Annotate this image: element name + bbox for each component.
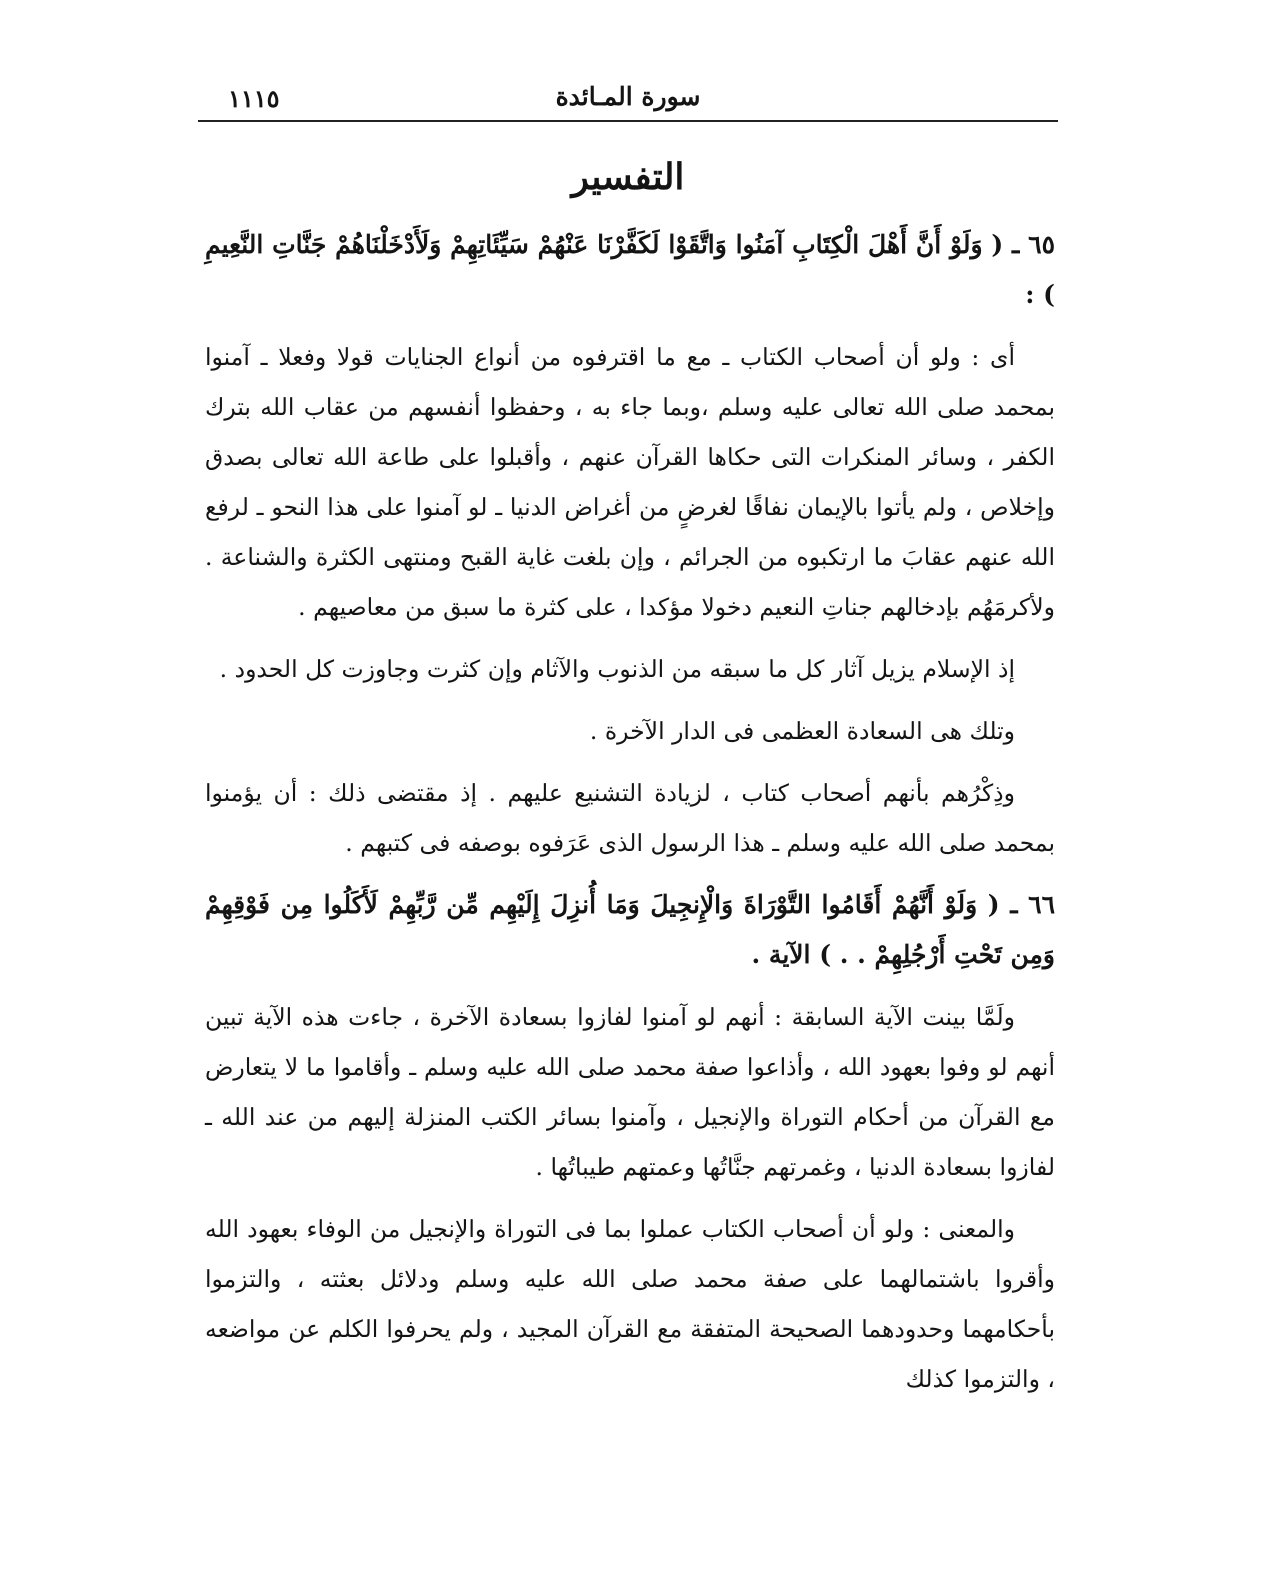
section-heading: التفسير	[571, 156, 685, 198]
paragraph-meaning: والمعنى : ولو أن أصحاب الكتاب عملوا بما فى التوراة والإنجيل من الوفاء بعهود الله وأقروا باشتمالهما على صفة محمد صلى الله عليه وسلم ودلائل بعثته ، والتزموا بأحكامهما وحدودهما الصحيحة المتفقة مع القرآن المجيد ، ولم يحرفوا الكلم عن مواضعه ، والتزموا كذلك	[205, 1215, 1055, 1393]
verse-66: ٦٦ ـ ( وَلَوْ أَنَّهُمْ أَقَامُوا التَّوْرَاةَ وَالْإِنجِيلَ وَمَا أُنزِلَ إِلَيْهِم مِّن رَّبِّهِمْ لَأَكَلُوا مِن فَوْقِهِمْ وَمِن تَحْتِ أَرْجُلِهِمْ . . ) الآية .	[205, 890, 1055, 969]
paragraph-explanation-65: أى : ولو أن أصحاب الكتاب ـ مع ما اقترفوه من أنواع الجنايات قولا وفعلا ـ آمنوا بمحمد صلى الله تعالى عليه وسلم ،وبما جاء به ، وحفظوا أنفسهم من عقاب الله بترك الكفر ، وسائر المنكرات التى حكاها القرآن عنهم ، وأقبلوا على طاعة الله تعالى بصدق وإخلاص ، ولم يأتوا بالإيمان نفاقًا لغرضٍ من أغراض الدنيا ـ لو آمنوا على هذا النحو ـ لرفع الله عنهم عقابَ ما ارتكبوه من الجرائم ، وإن بلغت غاية القبح ومنتهى الكثرة والشناعة . ولأكرمَهُم بإدخالهم جناتِ النعيم دخولا مؤكدا ، على كثرة ما سبق من معاصيهم .	[205, 343, 1055, 621]
paragraph-great-happiness: وتلك هى السعادة العظمى فى الدار الآخرة .	[589, 717, 1015, 745]
page-header	[198, 78, 1058, 120]
page-number: ١١١٥	[228, 84, 280, 113]
paragraph-people-of-book: وذِكْرُهم بأنهم أصحاب كتاب ، لزيادة التشنيع عليهم . إذ مقتضى ذلك : أن يؤمنوا بمحمد صلى الله عليه وسلم ـ هذا الرسول الذى عَرَفوه بوصفه فى كتبهم .	[205, 779, 1055, 857]
paragraph-previous-verse: ولَمَّا بينت الآية السابقة : أنهم لو آمنوا لفازوا بسعادة الآخرة ، جاءت هذه الآية تبين أنهم لو وفوا بعهود الله ، وأذاعوا صفة محمد صلى الله عليه وسلم ـ وأقاموا ما لا يتعارض مع القرآن من أحكام التوراة والإنجيل ، وآمنوا بسائر الكتب المنزلة إليهم من عند الله ـ لفازوا بسعادة الدنيا ، وغمرتهم جنَّاتُها وعمتهم طيباتُها .	[205, 1003, 1055, 1181]
header-divider	[198, 120, 1058, 122]
page-body	[205, 220, 1055, 1416]
verse-65: ٦٥ ـ ( وَلَوْ أَنَّ أَهْلَ الْكِتَابِ آمَنُوا وَاتَّقَوْا لَكَفَّرْنَا عَنْهُمْ سَيِّئَاتِهِمْ وَلَأَدْخَلْنَاهُمْ جَنَّاتِ النَّعِيمِ ) :	[205, 230, 1055, 309]
sura-title: سورة المـائدة	[555, 82, 701, 111]
paragraph-islam-removes-sins: إذ الإسلام يزيل آثار كل ما سبقه من الذنوب والآثام وإن كثرت وجاوزت كل الحدود .	[219, 655, 1015, 683]
